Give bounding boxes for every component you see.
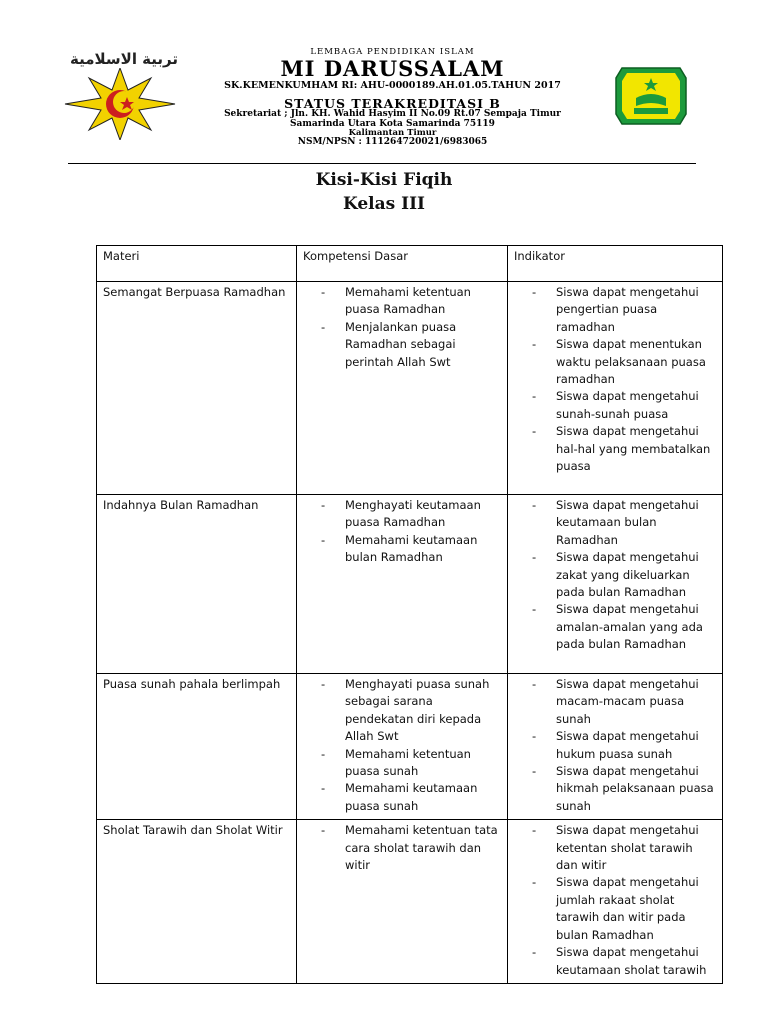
header-materi: Materi [97,246,297,282]
indikator-item: - Siswa dapat mengetahui hikmah pelaksanaan puasa sunah [532,763,716,815]
madrasah-logo [614,64,688,128]
tarbiyah-islamiyah-logo [55,50,185,140]
materi-cell: Sholat Tarawih dan Sholat Witir [97,820,297,984]
sk-number: SK.KEMENKUMHAM RI: AHU-0000189.AH.01.05.TAHUN 2017 [224,79,561,91]
letterhead [0,0,768,170]
title-line-1: Kisi-Kisi Fiqih [315,170,453,190]
kd-item: - Memahami ketentuan puasa Ramadhan [321,284,501,319]
kd-cell [297,495,508,674]
address-line-1: Sekretariat ; Jln. KH. Wahid Hasyim II No.09 Rt.07 Sempaja Timur [224,109,561,120]
kd-item: - Memahami keutamaan bulan Ramadhan [321,532,501,567]
header-indikator: Indikator [508,246,723,282]
letterhead-divider [68,163,696,164]
title-line-2: Kelas III [342,194,426,214]
kd-item: - Memahami keutamaan puasa sunah [321,780,501,815]
indikator-cell [508,282,723,495]
lembaga-name: LEMBAGA PENDIDIKAN ISLAM [310,47,475,57]
indikator-item: - Siswa dapat mengetahui amalan-amalan yang ada pada bulan Ramadhan [532,601,716,653]
header-kompetensi-dasar: Kompetensi Dasar [297,246,508,282]
indikator-item: - Siswa dapat mengetahui jumlah rakaat sholat tarawih dan witir pada bulan Ramadhan [532,874,716,944]
table-row [97,282,723,495]
indikator-cell [508,674,723,820]
arabic-logo-text: تربية الاسلامية [70,50,178,68]
accreditation-status: STATUS TERAKREDITASI B [284,95,501,111]
star-crescent-emblem-icon [55,68,185,140]
kd-item: - Memahami ketentuan tata cara sholat tarawih dan witir [321,822,501,874]
table-row [97,674,723,820]
indikator-item: - Siswa dapat mengetahui pengertian puasa ramadhan [532,284,716,336]
materi-cell: Indahnya Bulan Ramadhan [97,495,297,674]
document-title [0,168,768,216]
materi-cell: Puasa sunah pahala berlimpah [97,674,297,820]
address-line-3: Kalimantan Timur [348,127,437,138]
indikator-item: - Siswa dapat mengetahui zakat yang dikeluarkan pada bulan Ramadhan [532,549,716,601]
school-name: MI DARUSSALAM [280,55,505,81]
indikator-item: - Siswa dapat mengetahui keutamaan bulan Ramadhan [532,497,716,549]
kd-item: - Menghayati puasa sunah sebagai sarana pendekatan diri kepada Allah Swt [321,676,501,746]
kd-item: - Menjalankan puasa Ramadhan sebagai perintah Allah Swt [321,319,501,371]
madrasah-emblem-icon [614,64,688,128]
kd-item: - Menghayati keutamaan puasa Ramadhan [321,497,501,532]
table-row [97,495,723,674]
kd-cell [297,282,508,495]
letterhead-text [190,48,595,147]
address-line-2: Samarinda Utara Kota Samarinda 75119 [290,118,495,129]
indikator-cell [508,495,723,674]
indikator-item: - Siswa dapat mengetahui hukum puasa sunah [532,728,716,763]
table-row [97,820,723,984]
indikator-cell [508,820,723,984]
table-header-row [97,246,723,282]
indikator-item: - Siswa dapat mengetahui sunah-sunah puasa [532,388,716,423]
materi-cell: Semangat Berpuasa Ramadhan [97,282,297,495]
kd-cell [297,674,508,820]
indikator-item: - Siswa dapat menentukan waktu pelaksanaan puasa ramadhan [532,336,716,388]
indikator-item: - Siswa dapat mengetahui keutamaan sholat tarawih [532,944,716,979]
kisi-kisi-table [96,245,723,984]
kd-cell [297,820,508,984]
indikator-item: - Siswa dapat mengetahui macam-macam puasa sunah [532,676,716,728]
indikator-item: - Siswa dapat mengetahui hal-hal yang membatalkan puasa [532,423,716,475]
nsm-npsn: NSM/NPSN : 111264720021/6983065 [297,136,488,147]
indikator-item: - Siswa dapat mengetahui ketentan sholat tarawih dan witir [532,822,716,874]
kd-item: - Memahami ketentuan puasa sunah [321,746,501,781]
